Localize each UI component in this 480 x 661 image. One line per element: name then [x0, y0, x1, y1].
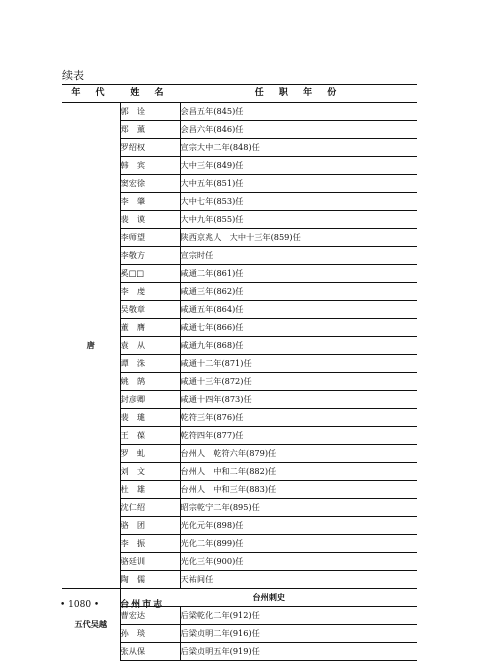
official-name: 李 肇 [120, 193, 180, 211]
tenure-text: 光化元年(898)任 [180, 517, 417, 535]
official-name: 李 虔 [120, 283, 180, 301]
tenure-text: 大中九年(855)任 [180, 211, 417, 229]
page-footer [60, 597, 164, 610]
official-name: 封彦卿 [120, 391, 180, 409]
table-header-row [62, 85, 417, 103]
tenure-text: 咸通五年(864)任 [180, 301, 417, 319]
tenure-text: 陕西京兆人 大中十三年(859)任 [180, 229, 417, 247]
official-name: 罗绍权 [120, 139, 180, 157]
official-name: 裴 谟 [120, 211, 180, 229]
tenure-text: 光化三年(900)任 [180, 553, 417, 571]
official-name: 陶 儒 [120, 571, 180, 589]
tenure-text: 台州人 乾符六年(879)任 [180, 445, 417, 463]
official-name: 郑 薰 [120, 121, 180, 139]
official-name: 奚□□ [120, 265, 180, 283]
official-name: 李敬方 [120, 247, 180, 265]
official-name: 曹宏达 [120, 607, 180, 625]
official-name: 吴敬章 [120, 301, 180, 319]
official-name: 谭 洙 [120, 355, 180, 373]
era-cell: 五代吴越 [62, 589, 120, 661]
official-name: 罗 虬 [120, 445, 180, 463]
tenure-text: 大中七年(853)任 [180, 193, 417, 211]
tenure-text: 咸通七年(866)任 [180, 319, 417, 337]
tenure-text: 台州人 中和二年(882)任 [180, 463, 417, 481]
tenure-text: 台州人 中和三年(883)任 [180, 481, 417, 499]
tenure-text: 会昌六年(846)任 [180, 121, 417, 139]
table-row [62, 103, 417, 121]
tenure-text: 天祐间任 [180, 571, 417, 589]
page-number: • 1080 • [60, 600, 100, 610]
tenure-text: 乾符三年(876)任 [180, 409, 417, 427]
tenure-text: 会昌五年(845)任 [180, 103, 417, 121]
era-cell: 唐 [62, 103, 120, 589]
tenure-text: 后梁乾化二年(912)任 [180, 607, 417, 625]
official-name: 骆 团 [120, 517, 180, 535]
tenure-text: 咸通二年(861)任 [180, 265, 417, 283]
section-subheading: 台州刺史 [120, 589, 417, 607]
tenure-text: 大中三年(849)任 [180, 157, 417, 175]
tenure-text: 宣宗大中二年(848)任 [180, 139, 417, 157]
official-name: 杜 雄 [120, 481, 180, 499]
tenure-text: 咸通九年(868)任 [180, 337, 417, 355]
tenure-text: 昭宗乾宁二年(895)任 [180, 499, 417, 517]
official-name: 窦宏徐 [120, 175, 180, 193]
tenure-text: 咸通十四年(873)任 [180, 391, 417, 409]
book-title: 台州市志 [120, 600, 165, 610]
official-name: 骆廷训 [120, 553, 180, 571]
tenure-text: 乾符四年(877)任 [180, 427, 417, 445]
official-name: 郭 诠 [120, 103, 180, 121]
officials-table [62, 84, 417, 661]
official-name: 张从保 [120, 643, 180, 661]
official-name: 韩 宾 [120, 157, 180, 175]
header-era: 年 代 [62, 85, 120, 103]
official-name: 李师望 [120, 229, 180, 247]
official-name: 王 葆 [120, 427, 180, 445]
tenure-text: 后梁贞明五年(919)任 [180, 643, 417, 661]
tenure-text: 咸通三年(862)任 [180, 283, 417, 301]
header-name: 姓 名 [120, 85, 180, 103]
official-name: 孙 琰 [120, 625, 180, 643]
tenure-text: 大中五年(851)任 [180, 175, 417, 193]
table-body [62, 103, 417, 661]
official-name: 袁 从 [120, 337, 180, 355]
continued-label: 续表 [62, 69, 84, 82]
official-name: 董 膺 [120, 319, 180, 337]
official-name: 沈仁绍 [120, 499, 180, 517]
official-name: 李 振 [120, 535, 180, 553]
header-tenure: 任 职 年 份 [180, 85, 417, 103]
official-name: 裴 璡 [120, 409, 180, 427]
tenure-text: 咸通十三年(872)任 [180, 373, 417, 391]
tenure-text: 光化二年(899)任 [180, 535, 417, 553]
official-name: 刘 文 [120, 463, 180, 481]
tenure-text: 咸通十二年(871)任 [180, 355, 417, 373]
official-name: 姚 鹄 [120, 373, 180, 391]
tenure-text: 后梁贞明二年(916)任 [180, 625, 417, 643]
tenure-text: 宣宗时任 [180, 247, 417, 265]
